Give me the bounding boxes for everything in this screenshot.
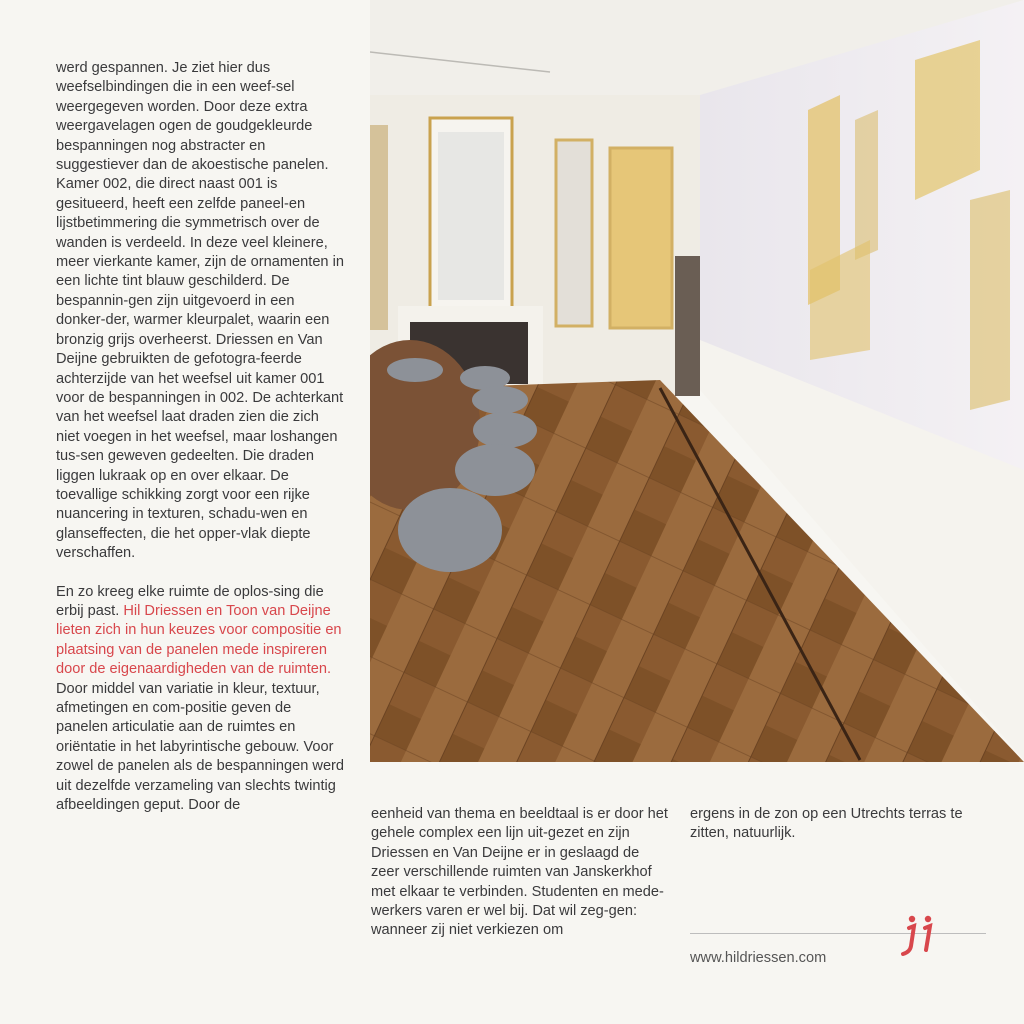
wall-panel xyxy=(610,148,672,328)
left-text-column xyxy=(56,59,346,815)
wall-panel xyxy=(556,140,592,326)
paragraph-3 xyxy=(56,583,346,816)
paragraph-2-text: Kamer 002, die direct naast 001 is gesitueerd, heeft een zelfde paneel-en lijstbetimmering die symmetrisch over de wanden is verdeeld. In deze veel kleinere, meer vierkante kamer, zijn de ornamenten in een lichte tint blauw geschilderd. De bespannin-gen zijn uitgevoerd in een donker-der, warmer kleurpalet, waarin een bronzig grijs overheerst. Driessen en Van Deijne gebruikten de gefotogra-feerde achterzijde van het weefsel uit kamer 001 voor de bespanningen in 002. De achterkant van het weefsel laat draden zien die zich niet voegen in het weefsel, maar loshangen tus-sen geweven gedeelten. Die draden liggen lukraak op en over elkaar. De toevallige schikking zorgt voor een rijke nuancering in texturen, schadu-wen en glanseffecten, die het opper-vlak diepte verschaffen. xyxy=(56,176,344,562)
magazine-logo-icon xyxy=(898,914,938,958)
middle-text-column: eenheid van thema en beeldtaal is er door het gehele complex een lijn uit-gezet en zijn Driessen en Van Deijne er in geslaagd de zeer verschillende ruimten van Janskerkhof met elkaar te verbinden. Studenten en mede-werkers varen er wel bij. Dat wil zeg-gen: wanneer zij niet verkiezen om xyxy=(371,806,668,939)
paragraph-gap xyxy=(56,564,346,583)
wall-panel-left xyxy=(370,125,388,330)
paragraph-3-end: Door middel van variatie in kleur, textuur, afmetingen en com-positie geven de panelen articulatie aan de ruimtes en oriëntatie in het labyrintische gebouw. Voor zowel de panelen als de bespanningen werd uit dezelfde verzameling van slechts twintig afbeeldingen geput. Door de xyxy=(56,680,345,814)
doorway xyxy=(675,256,700,396)
mirror-glass xyxy=(438,132,504,300)
wall-texture xyxy=(855,110,878,260)
highlighted-quote: Hil Driessen en Toon van Deijne lieten zich in hun keuzes voor compositie en plaatsing van de panelen mede inspireren door de eigenaardigheden van de ruimten. xyxy=(56,602,342,678)
paragraph-1 xyxy=(56,59,346,564)
divider-line xyxy=(690,933,986,934)
wall-texture xyxy=(970,190,1010,410)
paragraph-3-start: En zo kreeg elke ruimte de oplos-sing die erbij past. xyxy=(56,583,324,619)
paragraph-1-text: werd gespannen. Je ziet hier dus weefselbindingen die in een weef-sel weergegeven worden. Door deze extra weergavelagen ogen de goudgekleurde bespanningen nog abstracter en suggestiever dan de akoestische panelen. xyxy=(56,60,329,174)
room-illustration xyxy=(370,0,1024,762)
right-text-column: ergens in de zon op een Utrechts terras te zitten, natuurlijk. xyxy=(690,806,963,842)
interior-photo xyxy=(370,0,1024,762)
website-link[interactable]: www.hildriessen.com xyxy=(690,950,827,966)
